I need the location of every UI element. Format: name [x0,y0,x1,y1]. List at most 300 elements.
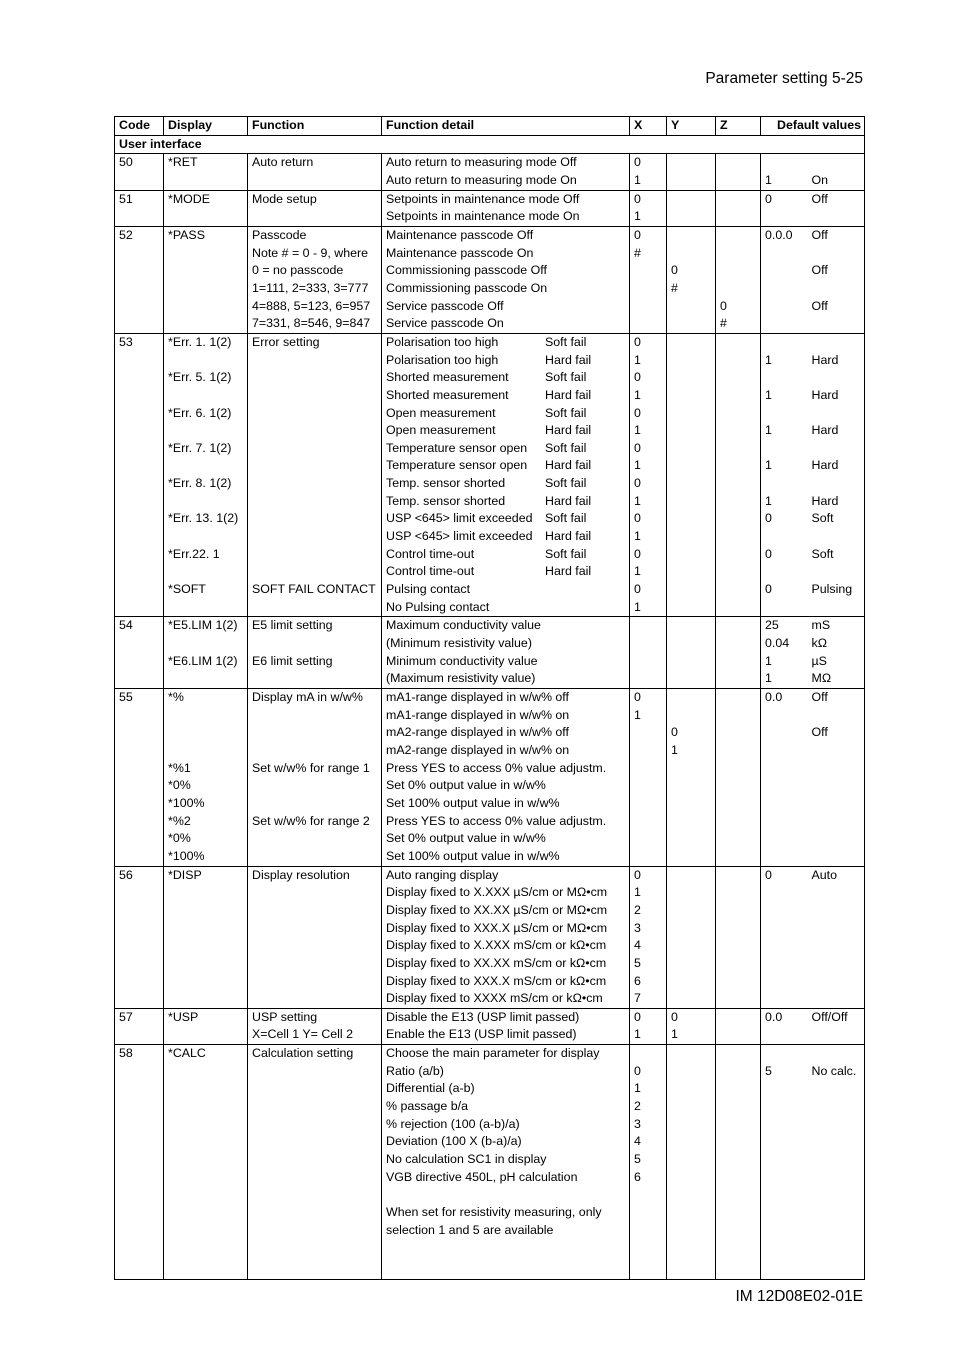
x-cell: 1 [630,208,667,226]
default-unit-cell: No calc. [808,1063,865,1081]
header-function: Function [248,117,382,136]
display-cell [164,724,248,742]
detail-text: selection 1 and 5 are available [386,1222,554,1237]
x-cell [630,813,667,831]
z-cell [716,813,761,831]
code-cell [115,1098,164,1116]
default-value-cell [761,724,808,742]
x-cell: 6 [630,973,667,991]
table-header-row [115,117,865,136]
z-cell [716,226,761,244]
table-row [115,813,865,831]
y-cell [667,528,716,546]
y-cell [667,1116,716,1134]
detail-text: Pulsing contact [386,582,471,597]
y-cell [667,902,716,920]
detail-cell [382,689,630,707]
detail-cell [382,422,630,440]
function-cell: Set w/w% for range 2 [248,813,382,831]
table-row [115,617,865,635]
detail-cell [382,280,630,298]
y-cell [667,581,716,599]
detail-cell [382,1151,630,1169]
header-y: Y [667,117,716,136]
default-unit-cell: Pulsing [808,581,865,599]
spacer-cell [667,1239,716,1280]
detail-cell [382,830,630,848]
function-cell [248,457,382,475]
display-cell [164,298,248,316]
x-cell [630,830,667,848]
z-cell [716,689,761,707]
table-row [115,724,865,742]
header-z: Z [716,117,761,136]
y-cell [667,1204,716,1222]
detail-text: Display fixed to XX.XX mS/cm or kΩ•cm [386,955,607,970]
z-cell [716,280,761,298]
code-cell [115,280,164,298]
spacer-cell [716,1239,761,1280]
z-cell [716,937,761,955]
z-cell [716,528,761,546]
detail-text: Display fixed to X.XXX mS/cm or kΩ•cm [386,938,607,953]
default-value-cell [761,955,808,973]
table-row [115,208,865,226]
function-cell [248,1151,382,1169]
detail-cell [382,298,630,316]
display-cell: *E6.LIM 1(2) [164,653,248,671]
detail-cell [382,510,630,528]
detail-cell [382,1098,630,1116]
z-cell [716,405,761,423]
table-row [115,172,865,190]
detail-text: mA1-range displayed in w/w% off [386,690,569,704]
code-cell [115,387,164,405]
fail-mode-text: Soft fail [545,476,587,491]
parameter-table [114,116,865,1280]
z-cell [716,707,761,725]
z-cell [716,1063,761,1081]
detail-cell [382,599,630,617]
y-cell [667,617,716,635]
header-function-detail: Function detail [382,117,630,136]
default-value-cell [761,937,808,955]
display-cell [164,280,248,298]
table-row [115,1080,865,1098]
y-cell [667,653,716,671]
x-cell: 5 [630,955,667,973]
function-cell: SOFT FAIL CONTACT [248,581,382,599]
fail-mode-text: Soft fail [545,511,587,526]
code-cell: 58 [115,1045,164,1063]
z-cell [716,1080,761,1098]
x-cell: 0 [630,581,667,599]
display-cell [164,1204,248,1222]
x-cell: 7 [630,990,667,1008]
function-cell: Note # = 0 - 9, where [248,245,382,263]
detail-cell [382,1116,630,1134]
code-cell [115,440,164,458]
default-unit-cell [808,1116,865,1134]
detail-cell [382,866,630,884]
y-cell [667,333,716,351]
detail-cell [382,707,630,725]
table-row-spacer [115,1239,865,1280]
function-cell: Error setting [248,333,382,351]
default-unit-cell [808,937,865,955]
table-row [115,1169,865,1187]
x-cell: 1 [630,172,667,190]
function-cell [248,1098,382,1116]
spacer-cell [248,1239,382,1280]
z-cell [716,830,761,848]
function-cell [248,955,382,973]
table-row [115,1133,865,1151]
default-value-cell [761,760,808,778]
z-cell [716,1116,761,1134]
default-unit-cell [808,742,865,760]
code-cell [115,1186,164,1204]
display-cell [164,990,248,1008]
display-cell [164,1116,248,1134]
z-cell [716,1169,761,1187]
parameter-group [115,1008,865,1044]
default-value-cell [761,830,808,848]
display-cell: *% [164,689,248,707]
code-cell [115,369,164,387]
detail-cell [382,457,630,475]
function-cell [248,724,382,742]
y-cell [667,387,716,405]
detail-text: Display fixed to XXXX mS/cm or kΩ•cm [386,991,603,1006]
code-cell [115,1204,164,1222]
default-unit-cell [808,707,865,725]
default-unit-cell: Hard [808,352,865,370]
table-row [115,920,865,938]
x-cell: 4 [630,937,667,955]
function-cell [248,1116,382,1134]
table-row [115,154,865,172]
default-value-cell: 1 [761,172,808,190]
z-cell [716,848,761,866]
y-cell [667,245,716,263]
x-cell: 0 [630,440,667,458]
default-unit-cell [808,1169,865,1187]
default-value-cell [761,1080,808,1098]
x-cell [630,1045,667,1063]
z-cell [716,154,761,172]
detail-text: Polarisation too high [386,352,499,367]
detail-cell [382,352,630,370]
function-cell [248,973,382,991]
display-cell [164,1080,248,1098]
header-x: X [630,117,667,136]
table-row [115,760,865,778]
display-cell [164,884,248,902]
y-cell [667,795,716,813]
detail-cell [382,1133,630,1151]
display-cell [164,563,248,581]
y-cell [667,172,716,190]
header-code: Code [115,117,164,136]
fail-mode-text: Hard fail [545,423,592,438]
detail-text: Polarisation too high [386,334,499,349]
default-value-cell [761,208,808,226]
x-cell: 2 [630,1098,667,1116]
code-cell [115,813,164,831]
z-cell [716,884,761,902]
z-cell [716,742,761,760]
x-cell: 2 [630,902,667,920]
detail-cell [382,724,630,742]
default-unit-cell: Hard [808,422,865,440]
detail-cell [382,742,630,760]
y-cell [667,1063,716,1081]
y-cell [667,298,716,316]
code-cell [115,1133,164,1151]
default-value-cell [761,280,808,298]
display-cell [164,1186,248,1204]
detail-text: Maximum conductivity value [386,618,541,633]
default-unit-cell [808,1045,865,1063]
function-cell [248,848,382,866]
detail-text: Open measurement [386,405,496,420]
y-cell [667,352,716,370]
default-unit-cell: MΩ [808,670,865,688]
y-cell [667,457,716,475]
z-cell [716,581,761,599]
function-cell [248,742,382,760]
detail-text: Control time-out [386,546,475,561]
code-cell [115,760,164,778]
detail-cell [382,405,630,423]
detail-text: Deviation (100 X (b-a)/a) [386,1134,522,1149]
fail-mode-text: Hard fail [545,564,592,579]
table-row [115,937,865,955]
display-cell [164,973,248,991]
default-unit-cell [808,1133,865,1151]
default-value-cell [761,475,808,493]
detail-text: Disable the E13 (USP limit passed) [386,1009,580,1024]
default-value-cell [761,1169,808,1187]
detail-text: (Maximum resistivity value) [386,671,536,686]
detail-text: Set 100% output value in w/w% [386,848,560,863]
default-unit-cell [808,848,865,866]
detail-cell [382,333,630,351]
default-value-cell: 5 [761,1063,808,1081]
y-cell: # [667,280,716,298]
detail-cell [382,1186,630,1204]
code-cell [115,742,164,760]
default-value-cell [761,1133,808,1151]
default-unit-cell [808,973,865,991]
z-cell [716,172,761,190]
default-value-cell: 0.0.0 [761,226,808,244]
display-cell [164,670,248,688]
detail-cell [382,920,630,938]
z-cell [716,724,761,742]
code-cell [115,973,164,991]
code-cell [115,795,164,813]
function-cell: 1=111, 2=333, 3=777 [248,280,382,298]
z-cell [716,457,761,475]
code-cell [115,315,164,333]
default-unit-cell: Hard [808,457,865,475]
detail-text: Open measurement [386,423,496,438]
table-row [115,387,865,405]
x-cell: 1 [630,387,667,405]
function-cell [248,440,382,458]
z-cell [716,955,761,973]
detail-cell [382,387,630,405]
function-cell [248,1222,382,1240]
x-cell [630,1222,667,1240]
default-value-cell [761,262,808,280]
function-cell [248,510,382,528]
z-cell [716,262,761,280]
default-value-cell [761,1222,808,1240]
default-value-cell [761,369,808,387]
detail-text: Auto ranging display [386,867,499,882]
default-value-cell: 0.0 [761,689,808,707]
y-cell [667,760,716,778]
detail-text: Press YES to access 0% value adjustm. [386,760,607,775]
section-row [115,135,865,154]
display-cell [164,707,248,725]
default-value-cell [761,154,808,172]
display-cell: *MODE [164,190,248,208]
code-cell [115,563,164,581]
display-cell: *Err. 13. 1(2) [164,510,248,528]
code-cell [115,245,164,263]
z-cell [716,493,761,511]
display-cell [164,1222,248,1240]
default-unit-cell [808,990,865,1008]
default-unit-cell [808,245,865,263]
table-row [115,707,865,725]
detail-text: USP <645> limit exceeded [386,529,533,544]
table-row [115,1116,865,1134]
code-cell: 57 [115,1008,164,1026]
z-cell [716,1204,761,1222]
default-value-cell [761,245,808,263]
function-cell [248,369,382,387]
table-row [115,369,865,387]
y-cell [667,1151,716,1169]
display-cell [164,315,248,333]
detail-text: Temp. sensor shorted [386,493,506,508]
spacer-cell [761,1239,808,1280]
code-cell [115,493,164,511]
y-cell [667,813,716,831]
z-cell [716,387,761,405]
detail-text: Temperature sensor open [386,458,528,473]
default-value-cell [761,1098,808,1116]
display-cell [164,937,248,955]
detail-cell [382,795,630,813]
default-value-cell: 0.0 [761,1008,808,1026]
y-cell [667,1222,716,1240]
detail-text: Display fixed to XXX.X mS/cm or kΩ•cm [386,973,607,988]
function-cell: E6 limit setting [248,653,382,671]
z-cell [716,902,761,920]
function-cell: USP setting [248,1008,382,1026]
function-cell: Set w/w% for range 1 [248,760,382,778]
table-row [115,670,865,688]
y-cell [667,1080,716,1098]
default-unit-cell [808,955,865,973]
table-row [115,1008,865,1026]
code-cell [115,352,164,370]
code-cell [115,172,164,190]
display-cell [164,387,248,405]
z-cell [716,1222,761,1240]
z-cell: 0 [716,298,761,316]
parameter-group [115,689,865,867]
default-value-cell [761,440,808,458]
function-cell [248,830,382,848]
detail-cell [382,902,630,920]
detail-text: Setpoints in maintenance mode On [386,209,580,224]
x-cell: 0 [630,475,667,493]
detail-text: Commissioning passcode On [386,280,548,295]
table-row [115,1204,865,1222]
detail-cell [382,528,630,546]
detail-text: % passage b/a [386,1099,468,1114]
display-cell: *SOFT [164,581,248,599]
x-cell: 0 [630,405,667,423]
default-value-cell [761,599,808,617]
default-value-cell [761,777,808,795]
detail-cell [382,245,630,263]
table-row [115,352,865,370]
table-row [115,1098,865,1116]
detail-cell [382,1026,630,1044]
table-row [115,457,865,475]
detail-cell [382,760,630,778]
z-cell [716,352,761,370]
detail-cell [382,973,630,991]
x-cell [630,670,667,688]
detail-cell [382,884,630,902]
z-cell: # [716,315,761,333]
spacer-cell [808,1239,865,1280]
y-cell [667,190,716,208]
z-cell [716,795,761,813]
y-cell: 0 [667,1008,716,1026]
code-cell [115,528,164,546]
table-row [115,830,865,848]
detail-text: Temp. sensor shorted [386,476,506,491]
code-cell [115,546,164,564]
default-value-cell [761,990,808,1008]
x-cell: 1 [630,422,667,440]
display-cell: *Err. 5. 1(2) [164,369,248,387]
parameter-group [115,333,865,617]
x-cell [630,848,667,866]
function-cell: Passcode [248,226,382,244]
fail-mode-text: Hard fail [545,529,592,544]
code-cell [115,1080,164,1098]
detail-text: Temperature sensor open [386,440,528,455]
z-cell [716,973,761,991]
code-cell: 54 [115,617,164,635]
default-value-cell: 0.04 [761,635,808,653]
default-value-cell [761,298,808,316]
default-unit-cell [808,884,865,902]
code-cell: 51 [115,190,164,208]
default-unit-cell [808,405,865,423]
